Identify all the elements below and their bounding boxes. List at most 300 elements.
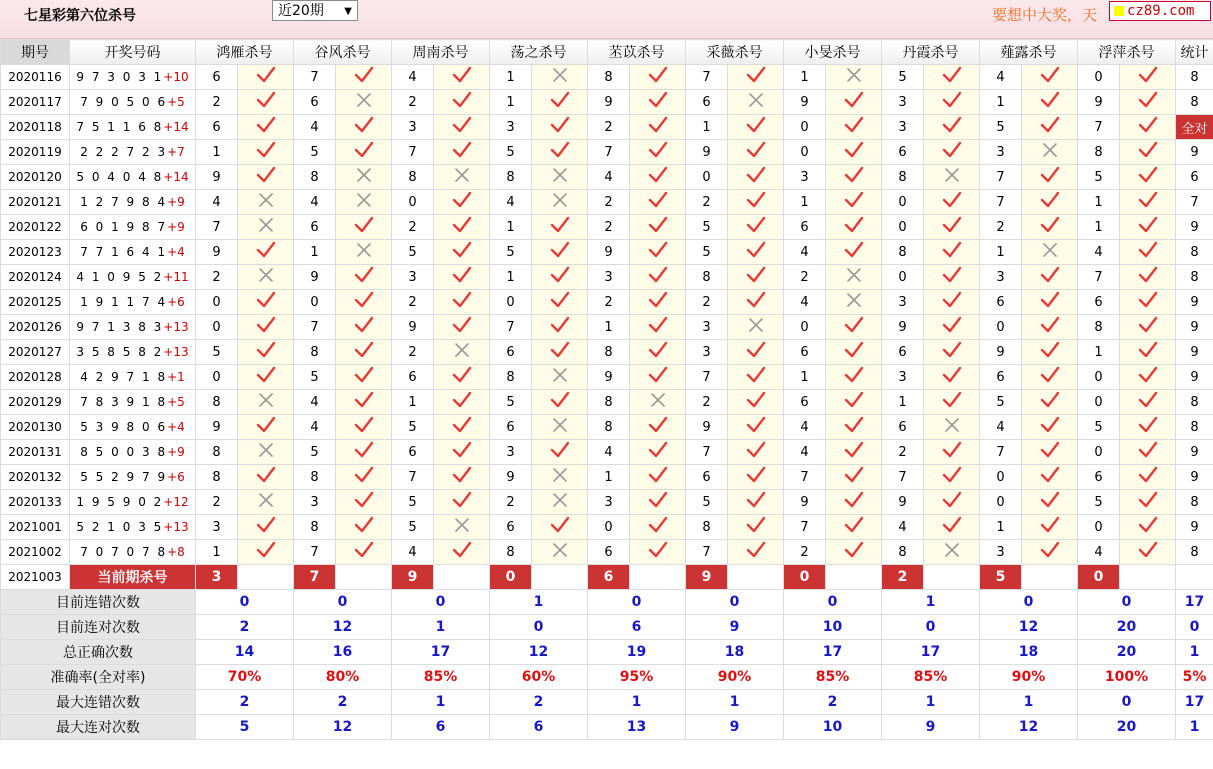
kill-number-cell: 7 xyxy=(490,315,532,340)
kill-number-cell: 0 xyxy=(686,165,728,190)
result-mark-cell xyxy=(1022,340,1078,365)
col-stat-header: 统计 xyxy=(1176,40,1213,65)
result-mark-cell xyxy=(924,240,980,265)
result-mark-cell xyxy=(826,490,882,515)
draw-bonus: +7 xyxy=(167,145,185,159)
check-icon xyxy=(844,140,864,160)
kill-number-cell: 2 xyxy=(196,90,238,115)
result-mark-cell xyxy=(630,315,686,340)
check-icon xyxy=(1040,265,1060,285)
result-mark-cell xyxy=(434,215,490,240)
check-icon xyxy=(1040,340,1060,360)
kill-number-cell: 7 xyxy=(980,165,1022,190)
result-mark-cell xyxy=(238,540,294,565)
check-icon xyxy=(942,140,962,160)
kill-number-cell: 6 xyxy=(882,140,924,165)
kill-number-cell: 2 xyxy=(686,190,728,215)
check-icon xyxy=(942,440,962,460)
summary-value: 0 xyxy=(1078,690,1176,715)
result-mark-cell xyxy=(630,215,686,240)
result-mark-cell xyxy=(826,190,882,215)
kill-number-table xyxy=(0,39,1213,740)
kill-number-cell: 0 xyxy=(1078,440,1120,465)
result-mark-cell xyxy=(924,165,980,190)
check-icon xyxy=(1138,365,1158,385)
check-icon xyxy=(1138,65,1158,85)
check-icon xyxy=(256,90,276,110)
result-mark-cell xyxy=(728,265,784,290)
result-mark-cell xyxy=(1022,290,1078,315)
kill-number-cell: 5 xyxy=(392,415,434,440)
kill-number-cell: 0 xyxy=(1078,65,1120,90)
check-icon xyxy=(746,115,766,135)
kill-number-cell: 3 xyxy=(294,490,336,515)
result-mark-cell xyxy=(238,265,294,290)
kill-number-cell: 2 xyxy=(784,540,826,565)
result-mark-cell xyxy=(630,440,686,465)
summary-value: 0 xyxy=(980,590,1078,615)
kill-number-cell: 3 xyxy=(980,140,1022,165)
result-mark-cell xyxy=(238,190,294,215)
result-mark-cell xyxy=(826,440,882,465)
check-icon xyxy=(648,215,668,235)
result-mark-cell xyxy=(336,340,392,365)
draw-digits: 3 5 8 5 8 2 xyxy=(76,345,164,359)
result-mark-cell xyxy=(434,390,490,415)
result-mark-cell xyxy=(238,515,294,540)
current-kill-label: 当前期杀号 xyxy=(70,565,196,590)
check-icon xyxy=(1040,490,1060,510)
check-icon xyxy=(648,290,668,310)
kill-number-cell: 2 xyxy=(784,265,826,290)
result-mark-cell xyxy=(826,215,882,240)
check-icon xyxy=(942,190,962,210)
summary-value: 12 xyxy=(980,615,1078,640)
check-icon xyxy=(1138,240,1158,260)
kill-number-cell: 1 xyxy=(1078,340,1120,365)
kill-number-cell: 7 xyxy=(392,465,434,490)
result-mark-cell xyxy=(1022,265,1078,290)
kill-number-cell: 6 xyxy=(1078,290,1120,315)
result-mark-cell xyxy=(532,140,588,165)
result-mark-cell xyxy=(1022,140,1078,165)
kill-number-cell: 1 xyxy=(784,65,826,90)
row-stat-cell: 8 xyxy=(1176,265,1213,290)
result-mark-cell xyxy=(532,415,588,440)
result-mark-cell xyxy=(924,365,980,390)
kill-number-cell: 6 xyxy=(490,340,532,365)
kill-number-cell: 6 xyxy=(294,215,336,240)
result-mark-cell xyxy=(434,165,490,190)
result-mark-cell xyxy=(924,65,980,90)
cross-icon xyxy=(258,442,274,458)
kill-number-cell: 1 xyxy=(686,115,728,140)
check-icon xyxy=(550,240,570,260)
current-kill-number: 0 xyxy=(784,565,826,590)
kill-number-cell: 5 xyxy=(490,140,532,165)
kill-number-cell: 6 xyxy=(1078,465,1120,490)
kill-number-cell: 0 xyxy=(294,290,336,315)
row-stat-cell: 9 xyxy=(1176,290,1213,315)
kill-number-cell: 6 xyxy=(196,115,238,140)
check-icon xyxy=(452,540,472,560)
kill-number-cell: 0 xyxy=(980,490,1022,515)
result-mark-cell xyxy=(238,140,294,165)
check-icon xyxy=(1138,540,1158,560)
kill-number-cell: 7 xyxy=(196,215,238,240)
result-mark-cell xyxy=(238,90,294,115)
kill-number-cell: 9 xyxy=(980,340,1022,365)
check-icon xyxy=(1138,90,1158,110)
check-icon xyxy=(746,165,766,185)
check-icon xyxy=(1138,140,1158,160)
summary-value: 0 xyxy=(294,590,392,615)
kill-number-cell: 3 xyxy=(686,340,728,365)
result-mark-cell xyxy=(826,140,882,165)
result-mark-cell xyxy=(630,115,686,140)
draw-digits: 5 0 4 0 4 8 xyxy=(76,170,164,184)
row-stat-cell: 7 xyxy=(1176,190,1213,215)
table-row xyxy=(1,90,1213,115)
check-icon xyxy=(354,265,374,285)
check-icon xyxy=(746,140,766,160)
period-cell: 2020119 xyxy=(1,140,70,165)
check-icon xyxy=(1040,465,1060,485)
result-mark-cell xyxy=(1120,415,1176,440)
summary-value: 1 xyxy=(882,690,980,715)
summary-value: 70% xyxy=(196,665,294,690)
check-icon xyxy=(844,240,864,260)
kill-number-cell: 8 xyxy=(294,340,336,365)
result-mark-cell xyxy=(728,515,784,540)
check-icon xyxy=(844,90,864,110)
period-cell: 2020117 xyxy=(1,90,70,115)
summary-label: 准确率(全对率) xyxy=(1,665,196,690)
draw-numbers-cell xyxy=(70,240,196,265)
empty-cell xyxy=(434,565,490,590)
check-icon xyxy=(1138,465,1158,485)
kill-number-cell: 8 xyxy=(196,440,238,465)
check-icon xyxy=(942,365,962,385)
check-icon xyxy=(256,290,276,310)
check-icon xyxy=(354,490,374,510)
draw-digits: 5 5 2 9 7 9 xyxy=(80,470,168,484)
kill-number-cell: 0 xyxy=(784,315,826,340)
result-mark-cell xyxy=(630,540,686,565)
result-mark-cell xyxy=(924,115,980,140)
draw-numbers-cell xyxy=(70,490,196,515)
col-expert-header: 荡之杀号 xyxy=(490,40,588,65)
draw-digits: 4 1 0 9 5 2 xyxy=(76,270,164,284)
draw-bonus: +14 xyxy=(163,120,189,134)
result-mark-cell xyxy=(924,390,980,415)
draw-bonus: +10 xyxy=(163,70,189,84)
result-mark-cell xyxy=(728,490,784,515)
check-icon xyxy=(256,540,276,560)
kill-number-cell: 4 xyxy=(882,515,924,540)
kill-number-cell: 6 xyxy=(686,465,728,490)
kill-number-cell: 9 xyxy=(686,415,728,440)
result-mark-cell xyxy=(728,215,784,240)
summary-value: 9 xyxy=(686,715,784,740)
check-icon xyxy=(648,140,668,160)
table-row xyxy=(1,290,1213,315)
kill-number-cell: 7 xyxy=(588,140,630,165)
check-icon xyxy=(746,240,766,260)
check-icon xyxy=(844,165,864,185)
table-row xyxy=(1,390,1213,415)
draw-bonus: +4 xyxy=(167,245,185,259)
kill-number-cell: 5 xyxy=(490,240,532,265)
kill-number-cell: 2 xyxy=(392,290,434,315)
row-stat-cell: 9 xyxy=(1176,340,1213,365)
result-mark-cell xyxy=(434,290,490,315)
range-select-value: 近20期 xyxy=(278,3,324,19)
check-icon xyxy=(942,265,962,285)
result-mark-cell xyxy=(238,290,294,315)
kill-number-cell: 9 xyxy=(588,365,630,390)
check-icon xyxy=(452,115,472,135)
result-mark-cell xyxy=(532,265,588,290)
kill-number-cell: 4 xyxy=(784,240,826,265)
range-select[interactable] xyxy=(272,0,358,21)
result-mark-cell xyxy=(336,65,392,90)
cross-icon xyxy=(552,67,568,83)
kill-number-cell: 2 xyxy=(882,440,924,465)
period-cell: 2020132 xyxy=(1,465,70,490)
check-icon xyxy=(256,65,276,85)
cross-icon xyxy=(258,217,274,233)
kill-number-cell: 5 xyxy=(980,390,1022,415)
kill-number-cell: 9 xyxy=(490,465,532,490)
kill-number-cell: 7 xyxy=(784,515,826,540)
draw-numbers-cell xyxy=(70,340,196,365)
result-mark-cell xyxy=(1022,240,1078,265)
result-mark-cell xyxy=(1120,315,1176,340)
kill-number-cell: 5 xyxy=(196,340,238,365)
kill-number-cell: 4 xyxy=(294,415,336,440)
kill-number-cell: 4 xyxy=(784,415,826,440)
check-icon xyxy=(1138,290,1158,310)
kill-number-cell: 8 xyxy=(294,465,336,490)
check-icon xyxy=(1040,415,1060,435)
result-mark-cell xyxy=(238,315,294,340)
row-stat-cell: 9 xyxy=(1176,515,1213,540)
check-icon xyxy=(942,290,962,310)
summary-row xyxy=(1,640,1213,665)
kill-number-cell: 9 xyxy=(784,90,826,115)
check-icon xyxy=(452,440,472,460)
kill-number-cell: 6 xyxy=(882,340,924,365)
kill-number-cell: 1 xyxy=(588,315,630,340)
draw-bonus: +6 xyxy=(167,470,185,484)
result-mark-cell xyxy=(1022,215,1078,240)
check-icon xyxy=(844,365,864,385)
kill-number-cell: 2 xyxy=(196,265,238,290)
summary-value: 85% xyxy=(882,665,980,690)
check-icon xyxy=(1040,190,1060,210)
check-icon xyxy=(452,90,472,110)
check-icon xyxy=(354,340,374,360)
summary-value: 2 xyxy=(490,690,588,715)
result-mark-cell xyxy=(924,140,980,165)
summary-value: 12 xyxy=(294,715,392,740)
cross-icon xyxy=(258,392,274,408)
draw-numbers-cell xyxy=(70,290,196,315)
summary-label: 总正确次数 xyxy=(1,640,196,665)
kill-number-cell: 2 xyxy=(686,290,728,315)
summary-value: 6 xyxy=(490,715,588,740)
kill-number-cell: 9 xyxy=(294,265,336,290)
kill-number-cell: 0 xyxy=(196,290,238,315)
check-icon xyxy=(942,240,962,260)
period-cell: 2020120 xyxy=(1,165,70,190)
summary-label: 最大连错次数 xyxy=(1,690,196,715)
draw-numbers-cell xyxy=(70,515,196,540)
summary-label: 最大连对次数 xyxy=(1,715,196,740)
result-mark-cell xyxy=(336,165,392,190)
kill-number-cell: 2 xyxy=(588,190,630,215)
period-cell: 2020123 xyxy=(1,240,70,265)
kill-number-cell: 3 xyxy=(882,90,924,115)
summary-value: 17 xyxy=(784,640,882,665)
result-mark-cell xyxy=(238,365,294,390)
cross-icon xyxy=(356,92,372,108)
result-mark-cell xyxy=(532,465,588,490)
check-icon xyxy=(1138,215,1158,235)
summary-value: 18 xyxy=(686,640,784,665)
kill-number-cell: 5 xyxy=(490,390,532,415)
check-icon xyxy=(648,315,668,335)
kill-number-cell: 5 xyxy=(686,490,728,515)
result-mark-cell xyxy=(336,265,392,290)
result-mark-cell xyxy=(1022,315,1078,340)
draw-bonus: +9 xyxy=(167,195,185,209)
kill-number-cell: 5 xyxy=(686,215,728,240)
kill-number-cell: 9 xyxy=(196,240,238,265)
result-mark-cell xyxy=(434,315,490,340)
draw-numbers-cell xyxy=(70,540,196,565)
kill-number-cell: 4 xyxy=(294,390,336,415)
top-bar xyxy=(0,0,1213,39)
result-mark-cell xyxy=(1120,340,1176,365)
table-row xyxy=(1,365,1213,390)
kill-number-cell: 2 xyxy=(392,90,434,115)
period-cell: 2020126 xyxy=(1,315,70,340)
kill-number-cell: 4 xyxy=(588,440,630,465)
check-icon xyxy=(746,540,766,560)
period-cell: 2021002 xyxy=(1,540,70,565)
result-mark-cell xyxy=(1022,90,1078,115)
result-mark-cell xyxy=(1022,415,1078,440)
kill-number-cell: 4 xyxy=(392,540,434,565)
kill-number-cell: 9 xyxy=(196,165,238,190)
result-mark-cell xyxy=(728,115,784,140)
result-mark-cell xyxy=(826,65,882,90)
result-mark-cell xyxy=(238,415,294,440)
result-mark-cell xyxy=(1022,515,1078,540)
draw-digits: 7 0 7 0 7 8 xyxy=(80,545,168,559)
cross-icon xyxy=(454,167,470,183)
check-icon xyxy=(1040,515,1060,535)
result-mark-cell xyxy=(238,215,294,240)
kill-number-cell: 0 xyxy=(882,265,924,290)
kill-number-cell: 6 xyxy=(392,440,434,465)
result-mark-cell xyxy=(826,340,882,365)
kill-number-cell: 4 xyxy=(784,440,826,465)
summary-value: 0 xyxy=(392,590,490,615)
logo-text: cz89.com xyxy=(1127,3,1195,19)
summary-value: 1 xyxy=(490,590,588,615)
current-kill-number: 5 xyxy=(980,565,1022,590)
result-mark-cell xyxy=(532,240,588,265)
check-icon xyxy=(550,265,570,285)
draw-numbers-cell xyxy=(70,90,196,115)
row-stat-cell: 8 xyxy=(1176,490,1213,515)
result-mark-cell xyxy=(1120,165,1176,190)
cross-icon xyxy=(944,167,960,183)
result-mark-cell xyxy=(728,240,784,265)
result-mark-cell xyxy=(630,290,686,315)
check-icon xyxy=(452,290,472,310)
current-kill-number: 2 xyxy=(882,565,924,590)
check-icon xyxy=(1138,415,1158,435)
summary-value: 9 xyxy=(882,715,980,740)
result-mark-cell xyxy=(434,115,490,140)
col-expert-header: 薤露杀号 xyxy=(980,40,1078,65)
kill-number-cell: 1 xyxy=(392,390,434,415)
table-row xyxy=(1,515,1213,540)
kill-number-cell: 1 xyxy=(588,465,630,490)
result-mark-cell xyxy=(1120,465,1176,490)
kill-number-cell: 1 xyxy=(980,240,1022,265)
check-icon xyxy=(452,415,472,435)
period-cell: 2020130 xyxy=(1,415,70,440)
summary-label: 目前连错次数 xyxy=(1,590,196,615)
result-mark-cell xyxy=(826,165,882,190)
kill-number-cell: 7 xyxy=(1078,115,1120,140)
check-icon xyxy=(844,215,864,235)
summary-value: 19 xyxy=(588,640,686,665)
result-mark-cell xyxy=(1022,190,1078,215)
summary-value: 20 xyxy=(1078,715,1176,740)
result-mark-cell xyxy=(336,490,392,515)
site-logo[interactable] xyxy=(1109,1,1211,21)
result-mark-cell xyxy=(238,165,294,190)
kill-number-cell: 4 xyxy=(196,190,238,215)
result-mark-cell xyxy=(924,515,980,540)
summary-value: 85% xyxy=(392,665,490,690)
summary-value: 0 xyxy=(490,615,588,640)
summary-stat: 5% xyxy=(1176,665,1213,690)
check-icon xyxy=(746,490,766,510)
summary-value: 12 xyxy=(490,640,588,665)
result-mark-cell xyxy=(336,190,392,215)
kill-number-cell: 1 xyxy=(490,215,532,240)
summary-value: 1 xyxy=(882,590,980,615)
check-icon xyxy=(648,165,668,185)
result-mark-cell xyxy=(728,465,784,490)
cross-icon xyxy=(356,192,372,208)
row-stat-cell: 全对 xyxy=(1176,115,1213,140)
draw-bonus: +13 xyxy=(163,320,189,334)
result-mark-cell xyxy=(434,265,490,290)
summary-stat: 17 xyxy=(1176,690,1213,715)
result-mark-cell xyxy=(826,465,882,490)
check-icon xyxy=(550,140,570,160)
result-mark-cell xyxy=(728,315,784,340)
kill-number-cell: 0 xyxy=(196,365,238,390)
